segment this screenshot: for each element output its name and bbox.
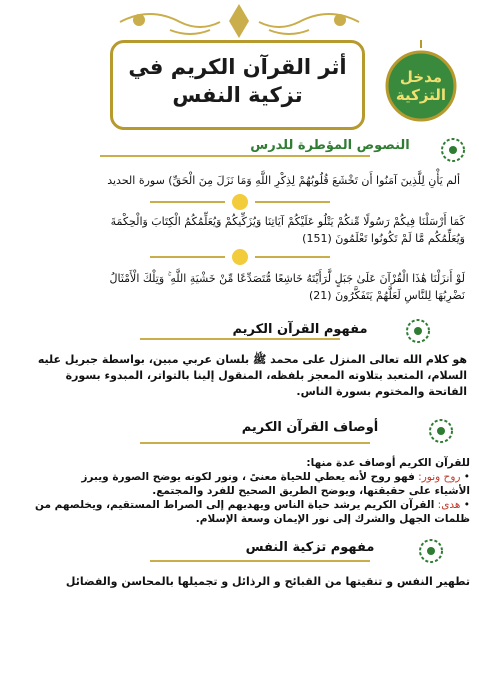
quran-descriptions bbox=[12, 456, 470, 526]
quran-def-line-2: السلام، المتعبد بتلاوته المعجز بلفظه، المنقول إلينا بالتواتر، المبدوء بسورة bbox=[65, 369, 467, 382]
desc-item-2-cont: ظلمات الجهل والشرك إلى نور الإيمان وسعة الإسلام. bbox=[195, 513, 470, 525]
verse-2 bbox=[20, 213, 465, 247]
desc-intro: للقرآن الكريم أوصاف عدة منها: bbox=[306, 457, 470, 469]
verse-3-line-2: نَضْرِبُهَا لِلنَّاسِ لَعَلَّهُمْ يَتَفَكَّرُونَ (21) bbox=[309, 289, 465, 302]
desc-item-1-cont: الأشياء على حقيقتها، ويوضح الطريق الصحيح للفرد والمجتمع. bbox=[152, 485, 470, 497]
flower-icon bbox=[440, 137, 466, 163]
top-ornament bbox=[0, 0, 479, 45]
desc-item-1-label: روح ونور: bbox=[418, 471, 461, 483]
purification-definition: تطهير النفس و تنقيتها من القبائح و الرذائل و تجميلها بالمحاسن والفضائل bbox=[65, 575, 470, 588]
section-header-purification: مفهوم تزكية النفس bbox=[245, 540, 375, 555]
title-line-1: أثر القرآن الكريم في bbox=[128, 55, 347, 79]
verse-2-line-1: كَمَا أَرْسَلْنَا فِيكُمْ رَسُولًا مِّنكُمْ يَتْلُو عَلَيْكُمْ آيَاتِنَا وَيُزَكِّيكُمْ وَيُعَلِّمُكُمُ الْكِتَابَ وَالْحِكْمَةَ bbox=[110, 215, 465, 228]
quran-definition bbox=[12, 352, 467, 400]
verse-1-ref: سورة الحديد bbox=[107, 174, 165, 187]
divider-3 bbox=[140, 442, 370, 444]
verse-2-line-2: وَيُعَلِّمُكُم مَّا لَمْ تَكُونُوا تَعْلَمُونَ (151) bbox=[302, 232, 465, 245]
verse-1 bbox=[20, 172, 460, 189]
badge-line-2: التزكية bbox=[395, 86, 447, 104]
badge-line-1: مدخل bbox=[399, 68, 443, 86]
verse-1-start: ألم bbox=[446, 174, 460, 187]
quran-def-line-3: الفاتحة والمختوم بسورة الناس. bbox=[296, 385, 467, 398]
quran-def-line-1: هو كلام الله تعالى المنزل على محمد ﷺ بلسان عربي مبين، بواسطة جبريل عليه bbox=[37, 353, 467, 366]
desc-item-2-text: القرآن الكريم يرشد حياة الناس ويهديهم إلى الصراط المستقيم، ويخلصهم من bbox=[35, 499, 435, 511]
verse-3-line-1: لَوْ أَنزَلْنَا هَٰذَا الْقُرْآنَ عَلَىٰ جَبَلٍ لَّرَأَيْتَهُ خَاشِعًا مُّتَصَدِّعًا مِّنْ خَشْيَةِ اللَّهِ ۚ وَتِلْكَ الْأَمْثَالُ bbox=[109, 272, 465, 285]
verse-3 bbox=[20, 270, 465, 304]
section-header-texts: النصوص المؤطرة للدرس bbox=[250, 138, 410, 153]
desc-item-1-text: فهو روح لأنه يعطي للحياة معنىً ، ونور لكونه يوضح الصورة ويبرز bbox=[81, 471, 415, 483]
flower-icon-2 bbox=[405, 318, 431, 344]
sun-ornament-2 bbox=[150, 245, 330, 269]
title-line-2: تزكية النفس bbox=[172, 83, 303, 107]
verse-1-body: يَأْنِ لِلَّذِينَ آمَنُوا أَن تَخْشَعَ قُلُوبُهُمْ لِذِكْرِ اللَّهِ وَمَا نَزَلَ مِنَ الْحَقِّ) bbox=[168, 174, 443, 187]
flower-icon-4 bbox=[418, 538, 444, 564]
flower-icon-3 bbox=[428, 418, 454, 444]
desc-item-2-label: هدى: bbox=[437, 499, 461, 511]
section-header-concept-quran: مفهوم القرآن الكريم bbox=[232, 322, 368, 337]
title-frame bbox=[110, 40, 365, 130]
section-header-quran-desc: أوصاف القرآن الكريم bbox=[241, 420, 379, 435]
badge-text bbox=[385, 68, 457, 104]
desc-item-1: • روح ونور: فهو روح لأنه يعطي للحياة معنىً ، ونور لكونه يوضح الصورة ويبرز bbox=[81, 471, 470, 483]
sun-ornament bbox=[150, 190, 330, 214]
desc-item-2: • هدى: القرآن الكريم يرشد حياة الناس ويهديهم إلى الصراط المستقيم، ويخلصهم من bbox=[35, 499, 470, 511]
